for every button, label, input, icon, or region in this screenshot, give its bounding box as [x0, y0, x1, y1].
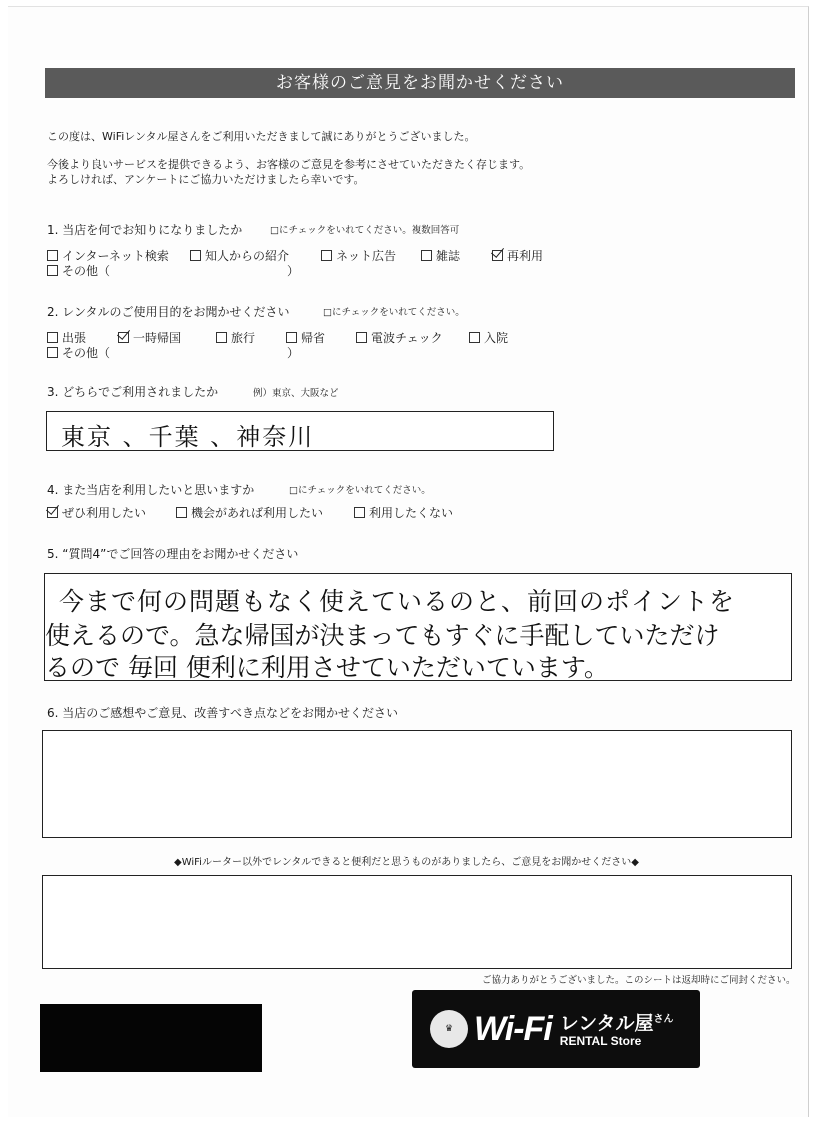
q2-option-homecoming[interactable]: 帰省: [286, 330, 325, 346]
question-2-label: 2. レンタルのご使用目的をお聞かせください: [47, 305, 290, 319]
checkbox[interactable]: [47, 250, 58, 261]
checkbox[interactable]: [286, 332, 297, 343]
q2-option-temporary-return[interactable]: 一時帰国: [118, 330, 181, 346]
checkbox[interactable]: [47, 265, 58, 276]
rental-suggestion-prompt: ◆WiFiルーター以外でレンタルできると便利だと思うものがありましたら、ご意見をお聞かせください◆: [174, 857, 639, 868]
q2-option-hospital[interactable]: 入院: [469, 330, 508, 346]
checkbox[interactable]: [190, 250, 201, 261]
q1-option-reuse[interactable]: 再利用: [492, 248, 543, 264]
store-logo: [412, 990, 700, 1068]
checkbox[interactable]: [47, 347, 58, 358]
question-3-note: 例）東京、大阪など: [253, 388, 339, 399]
checkbox-checked[interactable]: [492, 250, 503, 261]
checkbox-checked[interactable]: [118, 332, 129, 343]
checkbox-checked[interactable]: [47, 507, 58, 518]
q1-option-net-ad[interactable]: ネット広告: [321, 248, 396, 264]
q6-answer-field[interactable]: [42, 730, 792, 838]
q1-option-internet[interactable]: インターネット検索: [47, 248, 169, 264]
checkbox[interactable]: [216, 332, 227, 343]
q2-other-close: ）: [287, 346, 300, 360]
checkbox[interactable]: [354, 507, 365, 518]
question-3-label: 3. どちらでご利用されましたか: [47, 385, 219, 399]
logo-text: [560, 1009, 674, 1049]
checkbox[interactable]: [469, 332, 480, 343]
page-title: お客様のご意見をお聞かせください: [45, 68, 795, 98]
question-2-note: □にチェックをいれてください。: [323, 307, 465, 318]
q3-answer-field[interactable]: [46, 411, 554, 451]
question-1-note: □にチェックをいれてください。複数回答可: [270, 225, 460, 236]
q4-option-definitely[interactable]: ぜひ利用したい: [47, 505, 146, 521]
q3-answer-text: 東京 、千葉 、神奈川: [61, 423, 315, 451]
q1-other-close: ）: [287, 264, 300, 278]
q2-option-signal-check[interactable]: 電波チェック: [356, 330, 443, 346]
q2-option-business[interactable]: 出張: [47, 330, 86, 346]
intro-line-1: この度は、WiFiレンタル屋さんをご利用いただきまして誠にありがとうございました。: [47, 130, 476, 143]
q2-option-travel[interactable]: 旅行: [216, 330, 255, 346]
q1-option-referral[interactable]: 知人からの紹介: [190, 248, 289, 264]
checkbox[interactable]: [321, 250, 332, 261]
logo-mark: Wi-Fi: [474, 1009, 552, 1048]
rental-suggestion-field[interactable]: [42, 875, 792, 969]
q1-option-other[interactable]: その他（: [47, 263, 110, 279]
q4-option-if-chance[interactable]: 機会があれば利用したい: [176, 505, 323, 521]
q5-answer-field[interactable]: [44, 573, 792, 681]
question-5-label: 5. “質問4”でご回答の理由をお聞かせください: [47, 547, 299, 561]
footer-note: ご協力ありがとうございました。このシートは返却時にご同封ください。: [482, 975, 796, 986]
checkbox[interactable]: [356, 332, 367, 343]
checkbox[interactable]: [176, 507, 187, 518]
checkbox[interactable]: [47, 332, 58, 343]
question-4-label: 4. また当店を利用したいと思いますか: [47, 483, 255, 497]
redacted-stamp: [40, 1004, 262, 1072]
intro-line-3: よろしければ、アンケートにご協力いただけましたら幸いです。: [47, 173, 365, 186]
q5-answer-line-2: 使えるので。急な帰国が決まってもすぐに手配していただけ: [45, 621, 720, 650]
question-1-label: 1. 当店を何でお知りになりましたか: [47, 223, 243, 237]
q2-option-other[interactable]: その他（: [47, 345, 110, 361]
logo-japanese: レンタル屋$^{さん}$: [559, 1012, 674, 1035]
q5-answer-line-1: 今まで何の問題もなく使えているのと、前回のポイントを: [59, 587, 736, 616]
mascot-icon: ♛: [430, 1010, 468, 1048]
logo-english: RENTAL Store: [559, 1034, 642, 1049]
question-6-label: 6. 当店のご感想やご意見、改善すべき点などをお聞かせください: [47, 706, 399, 720]
q1-option-magazine[interactable]: 雑誌: [421, 248, 460, 264]
question-4-note: □にチェックをいれてください。: [289, 485, 431, 496]
q5-answer-line-3: るので 毎回 便利に利用させていただいています。: [45, 653, 609, 682]
checkbox[interactable]: [421, 250, 432, 261]
q4-option-no[interactable]: 利用したくない: [354, 505, 453, 521]
intro-line-2: 今後より良いサービスを提供できるよう、お客様のご意見を参考にさせていただきたく存じます。: [47, 158, 531, 171]
